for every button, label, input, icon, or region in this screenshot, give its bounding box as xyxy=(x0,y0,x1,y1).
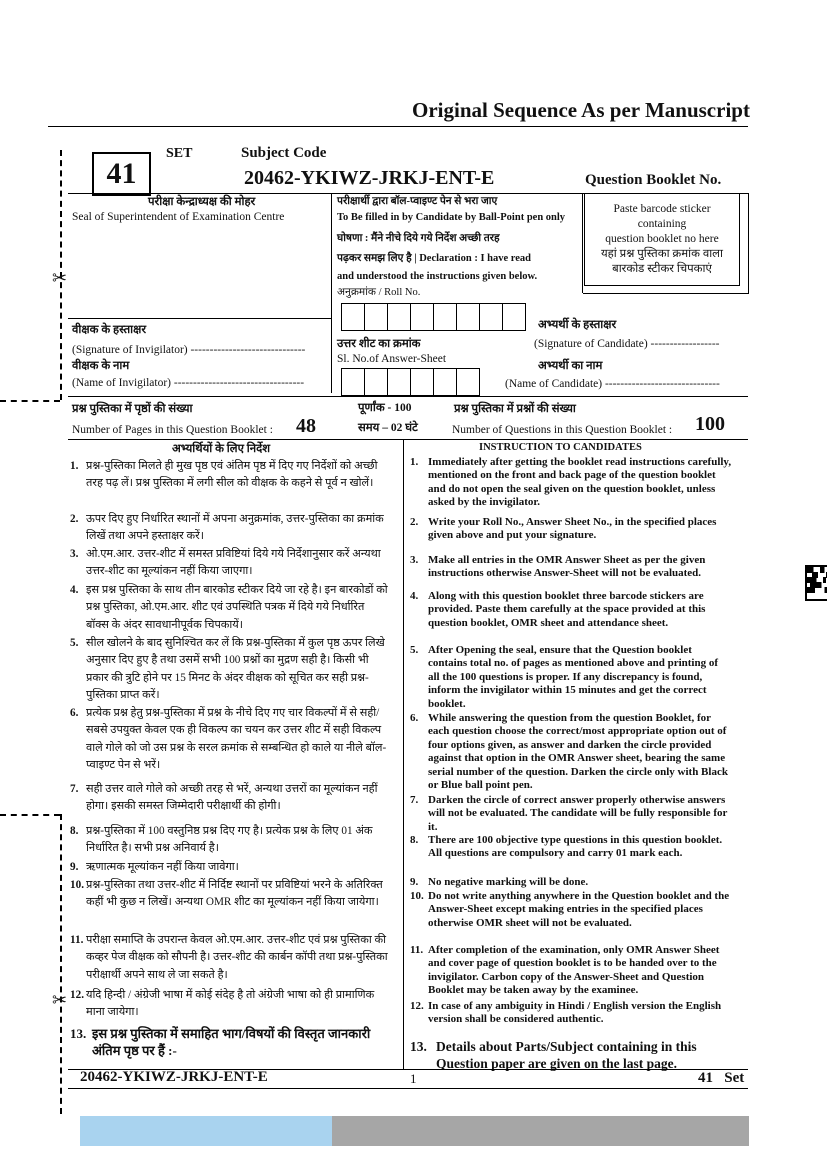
list-item: 5. After Opening the seal, ensure that the Question booklet contains total no. of pages as mentioned above and printing of all the 100 questions is proper. If any discrepancy is found, inform the invigilator within 15 minutes and get the correct booklet. xyxy=(410,644,719,710)
rule xyxy=(68,318,331,319)
footer-code: 20462-YKIWZ-JRKJ-ENT-E xyxy=(80,1069,268,1085)
invigilator-sign-hindi: वीक्षक के हस्ताक्षर xyxy=(72,324,147,336)
list-item: 3. Make all entries in the OMR Answer Sheet as per the given instructions otherwise Answer-Sheet will not be evaluated. xyxy=(410,554,706,580)
divider xyxy=(331,193,332,393)
cut-line-bottom xyxy=(60,814,62,1114)
declaration-hindi-2: पढ़कर समझ लिए है | Declaration : I have read xyxy=(337,253,531,264)
list-item: 2. ऊपर दिए हुए निर्धारित स्थानों में अपना अनुक्रमांक, उत्तर-पुस्तिका का क्रमांक लिखें तथा अपने हस्ताक्षर करें। xyxy=(70,513,384,543)
time: समय – 02 घंटे xyxy=(358,422,418,434)
fill-hindi: परीक्षार्थी द्वारा बॉल-प्वाइण्ट पेन से भरा जाए xyxy=(337,196,498,207)
list-item: 13. Details about Parts/Subject containing in this Question paper are given on the last page. xyxy=(410,1039,697,1071)
list-item: 13. इस प्रश्न पुस्तिका में समाहित भाग/विषयों की विस्तृत जानकारी अंतिम पृष्ठ पर हैं :- xyxy=(70,1026,371,1059)
answer-sheet-cell[interactable] xyxy=(456,368,480,396)
answer-sheet-label-hindi: उत्तर शीट का क्रमांक xyxy=(337,338,421,350)
subject-code-label: Subject Code xyxy=(241,145,327,161)
document-title: Original Sequence As per Manuscript xyxy=(412,98,750,122)
instructions-english-list xyxy=(410,456,732,1074)
list-item: 11. After completion of the examination, only OMR Answer Sheet and cover page of question booklet is to be handed over to the invigilator. Carbon copy of the Answer-Sheet and Question Booklet may be taken away by the examinee. xyxy=(410,944,720,997)
candidate-name-english: (Name of Candidate) ------------------------------ xyxy=(505,378,720,390)
answer-sheet-boxes[interactable] xyxy=(342,368,480,396)
candidate-name-hindi: अभ्यर्थी का नाम xyxy=(538,360,603,372)
cut-line-h-bottom xyxy=(0,814,60,816)
list-item: 2. Write your Roll No., Answer Sheet No., in the specified places given above and put your signature. xyxy=(410,516,717,542)
declaration-english: and understood the instructions given below. xyxy=(337,271,538,282)
seal-label-hindi: परीक्षा केन्द्राध्यक्ष की मोहर xyxy=(148,196,256,208)
roll-no-cell[interactable] xyxy=(479,303,503,331)
barcode-sticker-area xyxy=(584,193,740,286)
candidate-sign-hindi: अभ्यर्थी के हस्ताक्षर xyxy=(538,319,617,331)
list-item: 3. ओ.एम.आर. उत्तर-शीट में समस्त प्रविष्टियां दिये गये निर्देशानुसार करें अन्यथा उत्तर-शीट का मूल्यांकन नहीं किया जाएगा। xyxy=(70,548,381,578)
instructions-english-heading: INSTRUCTION TO CANDIDATES xyxy=(479,442,642,453)
declaration-hindi-1: घोषणा : मैंने नीचे दिये गये निर्देश अच्छी तरह xyxy=(337,233,500,244)
answer-sheet-cell[interactable] xyxy=(387,368,411,396)
invigilator-name-hindi: वीक्षक के नाम xyxy=(72,360,130,372)
roll-no-cell[interactable] xyxy=(502,303,526,331)
divider xyxy=(748,193,749,294)
footer-rule xyxy=(68,1088,748,1089)
roll-no-cell[interactable] xyxy=(456,303,480,331)
list-item: 12. In case of any ambiguity in Hindi / English version the English version shall be considered authentic. xyxy=(410,1000,722,1026)
barcode-line1: Paste barcode sticker xyxy=(613,203,711,215)
answer-sheet-cell[interactable] xyxy=(341,368,365,396)
seal-label-english: Seal of Superintendent of Examination Centre xyxy=(72,211,285,223)
header-rule xyxy=(48,126,748,127)
cut-line-h-top xyxy=(0,400,60,402)
list-item: 8. There are 100 objective type questions in this question booklet. All questions are compulsory and carry 01 mark each. xyxy=(410,834,723,860)
roll-no-cell[interactable] xyxy=(364,303,388,331)
scissors-icon: ✂ xyxy=(52,990,68,1010)
questions-label-hindi: प्रश्न पुस्तिका में प्रश्नों की संख्या xyxy=(454,403,576,415)
list-item: 1. प्रश्न-पुस्तिका मिलते ही मुख पृष्ठ एवं अंतिम पृष्ठ में दिए गए निर्देशों को अच्छी तरह पढ़ लें। प्रश्न पुस्तिका में लगी सील को वीक्षक के कहने से पूर्व न खोलें। xyxy=(70,460,378,490)
list-item: 4. Along with this question booklet three barcode stickers are provided. Paste them carefully at the space provided at this question booklet, OMR sheet and attendance sheet. xyxy=(410,590,706,629)
answer-sheet-cell[interactable] xyxy=(433,368,457,396)
list-item: 7. Darken the circle of correct answer properly otherwise answers will not be evaluated. The candidate will be fully responsible for it. xyxy=(410,794,728,833)
candidate-sign-english: (Signature of Candidate) ------------------ xyxy=(534,338,720,350)
rule xyxy=(68,439,748,440)
rule xyxy=(583,293,748,294)
rule xyxy=(68,396,748,397)
answer-sheet-cell[interactable] xyxy=(364,368,388,396)
list-item: 1. Immediately after getting the booklet read instructions carefully, mentioned on the front and back page of the question booklet and do not open the seal given on the question booklet, unless asked by the invigilator. xyxy=(410,456,732,509)
marks: पूर्णांक - 100 xyxy=(358,402,412,414)
question-booklet-no-label: Question Booklet No. xyxy=(585,172,722,188)
set-number-box: 41 xyxy=(92,152,151,196)
list-item: 9. No negative marking will be done. xyxy=(410,876,589,888)
list-item: 8. प्रश्न-पुस्तिका में 100 वस्तुनिष्ठ प्रश्न दिए गए है। प्रत्येक प्रश्न के लिए 01 अंक निर्धारित है। सभी प्रश्न अनिवार्य है। xyxy=(70,825,373,855)
pages-value: 48 xyxy=(296,415,316,437)
list-item: 12. यदि हिन्दी / अंग्रेजी भाषा में कोई संदेह है तो अंग्रेजी भाषा को ही प्रामाणिक माना जायेगा। xyxy=(70,989,375,1019)
list-item: 4. इस प्रश्न पुस्तिका के साथ तीन बारकोड स्टीकर दिये जा रहे है। इन बारकोडों को प्रश्न पुस्तिका, ओ.एम.आर. शीट एवं उपस्थिति पत्रक में दिये गये निर्धारित बॉक्स के अंदर सावधानीपूर्वक चिपकायें। xyxy=(70,584,388,631)
list-item: 11. परीक्षा समाप्ति के उपरान्त केवल ओ.एम.आर. उत्तर-शीट एवं प्रश्न पुस्तिका की कव्हर पेज वीक्षक को सौपनी है। उत्तर-शीट की कार्बन कॉपी तथा प्रश्न-पुस्तिका परीक्षार्थी अपने साथ ले जा सकते है। xyxy=(70,934,388,981)
subject-code: 20462-YKIWZ-JRKJ-ENT-E xyxy=(244,167,495,189)
column-divider xyxy=(403,439,404,1069)
fill-english: To Be filled in by Candidate by Ball-Point pen only xyxy=(337,212,566,223)
questions-label-english: Number of Questions in this Question Booklet : xyxy=(452,424,673,436)
answer-sheet-cell[interactable] xyxy=(410,368,434,396)
list-item: 6. While answering the question from the question Booklet, for each question choose the correct/most appropriate option out of four options given, as answer and darken the circle provided against that option in the OMR Answer sheet, bearing the same serial number of the question. Darken the circle only with Black or Blue ball point pen. xyxy=(410,712,728,792)
questions-value: 100 xyxy=(695,413,725,435)
list-item: 7. सही उत्तर वाले गोले को अच्छी तरह से भरें, अन्यथा उत्तरों का मूल्यांकन नहीं होगा। इसकी समस्त जिम्मेदारी परीक्षार्थी की होगी। xyxy=(70,783,378,813)
invigilator-sign-english: (Signature of Invigilator) ------------------------------ xyxy=(72,344,306,356)
footer-bar-blue xyxy=(80,1116,332,1146)
roll-no-boxes[interactable] xyxy=(342,303,526,331)
list-item: 9. ऋणात्मक मूल्यांकन नहीं किया जावेगा। xyxy=(70,861,239,873)
divider xyxy=(582,193,583,293)
instructions-hindi-heading: अभ्यर्थियों के लिए निर्देश xyxy=(172,443,271,455)
invigilator-name-english: (Name of Invigilator) ---------------------------------- xyxy=(72,377,305,389)
pages-label-hindi: प्रश्न पुस्तिका में पृष्ठों की संख्या xyxy=(72,403,193,415)
barcode-line5: बारकोड स्टीकर चिपकाएं xyxy=(612,263,712,275)
answer-sheet-label-english: Sl. No.of Answer-Sheet xyxy=(337,353,447,365)
set-label: SET xyxy=(166,146,193,161)
barcode-line3: question booklet no here xyxy=(605,233,719,245)
pages-label-english: Number of Pages in this Question Booklet : xyxy=(72,424,273,436)
footer-bar-gray xyxy=(332,1116,749,1146)
footer-set: 41 Set xyxy=(698,1070,745,1086)
qr-code-icon xyxy=(805,565,827,601)
list-item: 5. सील खोलने के बाद सुनिश्चित कर लें कि प्रश्न-पुस्तिका में कुल पृष्ठ ऊपर लिखे अनुसार दिए हुए है तथा उसमें सभी 100 प्रश्नों का मुद्रण सही है। किसी भी प्रकार की त्रुटि होने पर 15 मिनट के अंदर वीक्षक को सूचित कर सही प्रश्न-पुस्तिका प्राप्त करें। xyxy=(70,637,385,701)
barcode-line4: यहां प्रश्न पुस्तिका क्रमांक वाला xyxy=(601,248,723,260)
instructions-hindi-list xyxy=(70,458,388,1061)
scissors-icon: ✂ xyxy=(52,268,68,288)
roll-no-cell[interactable] xyxy=(410,303,434,331)
list-item: 6. प्रत्येक प्रश्न हेतु प्रश्न-पुस्तिका में प्रश्न के नीचे दिए गए चार विकल्पों में से सही/सबसे उपयुक्त केवल एक ही विकल्प का चयन कर उत्तर शीट में सही विकल्प वाले गोले को जो उस प्रश्न के सरल क्रमांक से सम्बन्धित हो काले या नीले बॉल-प्वाइण्ट पेन से भरें। xyxy=(70,707,387,771)
list-item: 10. Do not write anything anywhere in the Question booklet and the Answer-Sheet except making entries in the specified places otherwise OMR sheet will not be evaluated. xyxy=(410,890,730,929)
roll-no-label: अनुक्रमांक / Roll No. xyxy=(337,287,421,298)
footer-page-number: 1 xyxy=(410,1071,417,1086)
barcode-line2: containing xyxy=(637,218,687,230)
roll-no-cell[interactable] xyxy=(341,303,365,331)
roll-no-cell[interactable] xyxy=(433,303,457,331)
list-item: 10. प्रश्न-पुस्तिका तथा उत्तर-शीट में निर्दिष्ट स्थानों पर प्रविष्टियां भरने के अतिरिक्त कहीं भी कुछ न लिखें। अन्यथा OMR शीट का मूल्यांकन नहीं किया जायेगा। xyxy=(70,879,383,909)
roll-no-cell[interactable] xyxy=(387,303,411,331)
